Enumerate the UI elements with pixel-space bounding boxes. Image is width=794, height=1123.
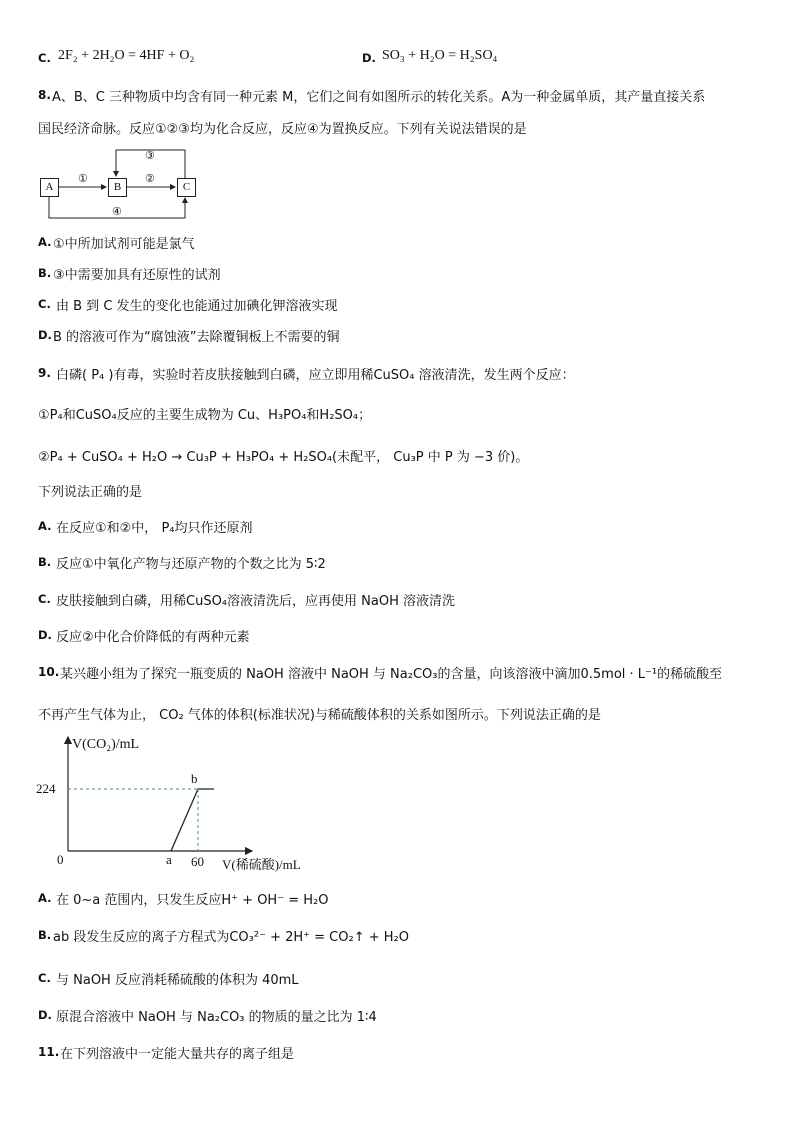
q8-stem-line1: A、B、C 三种物质中均含有同一种元素 M，它们之间有如图所示的转化关系。A为一种金属单质，其产量直接关系	[52, 90, 706, 105]
reaction-3-label: ③	[145, 150, 155, 162]
chart-plot	[36, 733, 336, 873]
chart-point-b-label: b	[191, 771, 198, 786]
q11-stem: 在下列溶液中一定能大量共存的离子组是	[60, 1047, 295, 1062]
q9-option-b-text: 反应①中氧化产物与还原产物的个数之比为 5∶2	[56, 557, 326, 572]
chart-y-axis-label: V(CO₂)/mL	[72, 737, 140, 752]
q10-option-c-text: 与 NaOH 反应消耗稀硫酸的体积为 40mL	[56, 973, 299, 988]
q10-stem-line2: 不再产生气体为止， CO₂ 气体的体积(标准状况)与稀硫酸体积的关系如图所示。下列说法正确的是	[38, 708, 601, 723]
q7-c-equation: 2F₂ + 2H₂O = 4HF + O₂	[58, 48, 195, 63]
chart-y-tick-224: 224	[36, 781, 56, 796]
q10-option-a-text: 在 0~a 范围内，只发生反应H⁺ + OH⁻ = H₂O	[56, 893, 329, 908]
q10-option-c-label: C.	[38, 971, 51, 985]
q8-option-a-label: A.	[38, 235, 52, 249]
q10-chart	[36, 733, 336, 873]
q8-option-b-text: ③中需要加具有还原性的试剂	[53, 268, 221, 283]
q8-stem-line2: 国民经济命脉。反应①②③均为化合反应，反应④为置换反应。下列有关说法错误的是	[38, 122, 527, 137]
q9-option-c-label: C.	[38, 592, 51, 606]
q7-d-equation: SO₃ + H₂O = H₂SO₄	[382, 48, 498, 63]
q9-number: 9.	[38, 366, 51, 380]
q9-option-a-label: A.	[38, 519, 52, 533]
q9-option-d-label: D.	[38, 628, 52, 642]
q8-option-d-label: D.	[38, 328, 52, 342]
q8-option-b-label: B.	[38, 266, 52, 280]
q8-option-c-text: 由 B 到 C 发生的变化也能通过加碘化钾溶液实现	[56, 299, 338, 314]
chart-x-tick-60: 60	[191, 854, 204, 869]
reaction-1-label: ①	[78, 173, 88, 185]
q10-option-d-label: D.	[38, 1008, 52, 1022]
q10-option-b-label: B.	[38, 928, 52, 942]
chart-series-line	[171, 789, 214, 851]
chart-origin-label: 0	[57, 852, 64, 867]
q9-reaction-1: ①P₄和CuSO₄反应的主要生成物为 Cu、H₃PO₄和H₂SO₄；	[38, 408, 372, 423]
chart-point-a-label: a	[166, 852, 172, 867]
chart-x-axis-label: V(稀硫酸)/mL	[222, 857, 301, 872]
q9-reaction-2: ②P₄ + CuSO₄ + H₂O → Cu₃P + H₃PO₄ + H₂SO₄(未配平， Cu₃P 中 P 为 −3 价)。	[38, 450, 529, 465]
q10-stem-line1: 某兴趣小组为了探究一瓶变质的 NaOH 溶液中 NaOH 与 Na₂CO₃的含量，向该溶液中滴加0.5mol · L⁻¹的稀硫酸至	[60, 667, 723, 682]
q8-option-c-label: C.	[38, 297, 51, 311]
q9-option-a-text: 在反应①和②中， P₄均只作还原剂	[56, 521, 253, 536]
q9-option-b-label: B.	[38, 555, 52, 569]
q8-option-d-text: B 的溶液可作为“腐蚀液”去除覆铜板上不需要的铜	[53, 330, 340, 345]
node-b: B	[108, 178, 127, 197]
q7-d-label: D.	[362, 51, 376, 65]
reaction-4-label: ④	[112, 206, 122, 218]
q10-option-d-text: 原混合溶液中 NaOH 与 Na₂CO₃ 的物质的量之比为 1∶4	[56, 1010, 377, 1025]
q9-option-d-text: 反应②中化合价降低的有两种元素	[56, 630, 250, 645]
q8-diagram	[38, 145, 198, 225]
q10-option-a-label: A.	[38, 891, 52, 905]
node-a: A	[40, 178, 59, 197]
q11-number: 11.	[38, 1045, 60, 1059]
q8-number: 8.	[38, 88, 51, 102]
q9-question: 下列说法正确的是	[38, 485, 143, 500]
reaction-2-label: ②	[145, 173, 155, 185]
q8-option-a-text: ①中所加试剂可能是氯气	[53, 237, 195, 252]
q9-option-c-text: 皮肤接触到白磷，用稀CuSO₄溶液清洗后，应再使用 NaOH 溶液清洗	[56, 594, 455, 609]
node-c: C	[177, 178, 196, 197]
q7-c-label: C.	[38, 51, 51, 65]
q10-option-b-text: ab 段发生反应的离子方程式为CO₃²⁻ + 2H⁺ = CO₂↑ + H₂O	[53, 930, 409, 945]
q10-number: 10.	[38, 665, 60, 679]
q9-stem: 白磷( P₄ )有毒，实验时若皮肤接触到白磷，应立即用稀CuSO₄ 溶液清洗，发生两个反应：	[56, 368, 575, 383]
